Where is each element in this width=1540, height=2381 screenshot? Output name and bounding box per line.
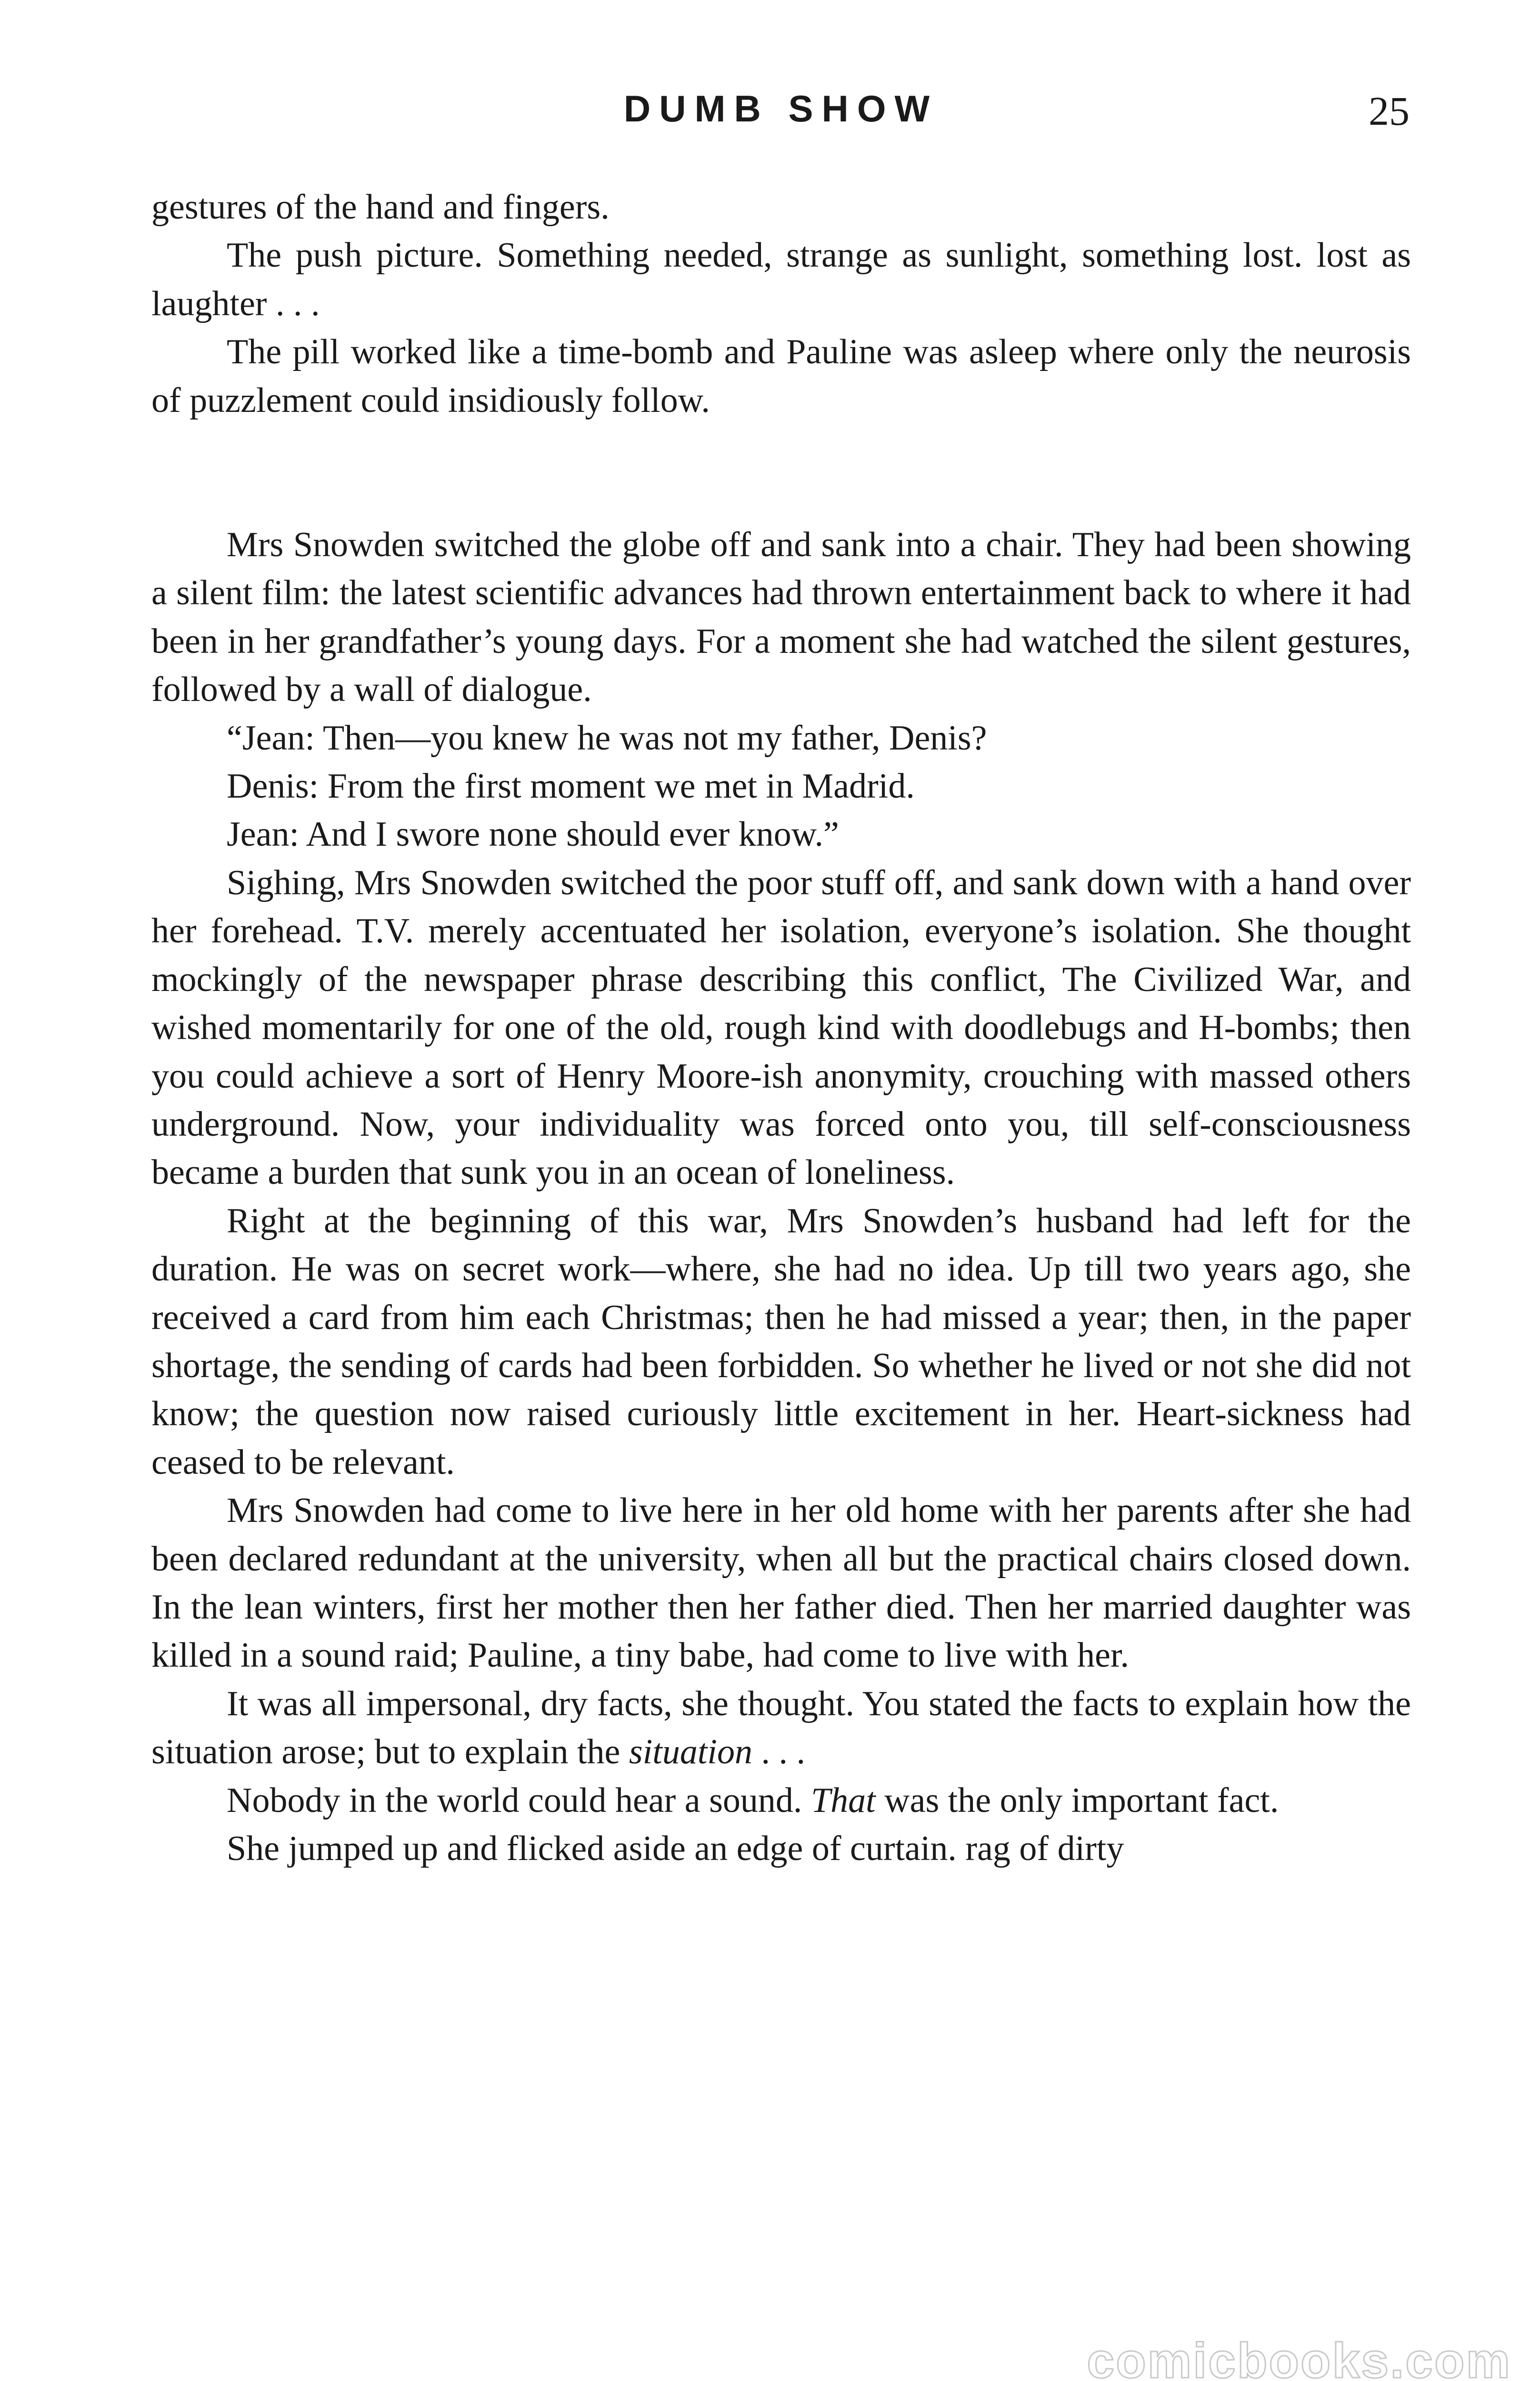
text-run: Nobody in the world could hear a sound. [227,1781,811,1820]
paragraph: She jumped up and flicked aside an edge of curtain. rag of dirty [227,1829,1124,1868]
dialogue-line: Jean: And I swore none should ever know.” [227,815,839,854]
page-header [152,83,1410,136]
emphasis: That [810,1781,876,1820]
text-run: was the only important fact. [875,1781,1279,1820]
page-number: 25 [1369,88,1410,134]
paragraph: Right at the beginning of this war, Mrs Snowden’s husband had left for the duration. He was on secret work—where, she had no idea. Up till two years ago, she received a card from him each Christmas; then he had missed a year; then, in the paper shortage, the sending of cards had been forbidden. So whether he lived or not she did not know; the question now raised curiously little excitement in her. Heart-sickness had ceased to be relevant. [151,1201,1411,1482]
paragraph: The push picture. Something needed, strange as sunlight, something lost. lost as laughter . . . [151,236,1411,323]
paragraph: Sighing, Mrs Snowden switched the poor stuff off, and sank down with a hand over her forehead. T.V. merely accentuated her isolation, everyone’s isolation. She thought mockingly of the newspaper phrase describing this conflict, The Civilized War, and wished momentarily for one of the old, rough kind with doodlebugs and H-bombs; then you could achieve a sort of Henry Moore-ish anonymity, crouching with massed others underground. Now, your individuality was forced onto you, till self-consciousness became a burden that sunk you in an ocean of loneliness. [151,863,1411,1192]
text-run: . . . [752,1732,805,1772]
paragraph: The pill worked like a time-bomb and Pauline was asleep where only the neurosis of puzzlement could insidiously follow. [151,332,1411,420]
section-break [151,425,1411,521]
running-head: DUMB SHOW [623,88,939,130]
paragraph: gestures of the hand and fingers. [151,188,610,227]
paragraph: Mrs Snowden had come to live here in her old home with her parents after she had been declared redundant at the university, when all but the practical chairs closed down. In the lean winters, first her mother then her father died. Then her married daughter was killed in a sound raid; Pauline, a tiny babe, had come to live with her. [151,1491,1411,1675]
watermark-logo: comicbooks.com [1087,2333,1511,2381]
paragraph [151,1680,1411,1777]
body-text [151,183,1411,1873]
paragraph [151,1777,1411,1825]
dialogue-line: Denis: From the first moment we met in Madrid. [227,767,915,806]
text-run: It was all impersonal, dry facts, she thought. You stated the facts to explain how the situation arose; but to explain the [151,1684,1411,1772]
emphasis: situation [629,1732,752,1772]
paragraph: Mrs Snowden switched the globe off and sank into a chair. They had been showing a silent film: the latest scientific advances had thrown entertainment back to where it had been in her grandfather’s young days. For a moment she had watched the silent gestures, followed by a wall of dialogue. [151,525,1411,710]
dialogue-line: “Jean: Then—you knew he was not my father, Denis? [227,718,987,758]
